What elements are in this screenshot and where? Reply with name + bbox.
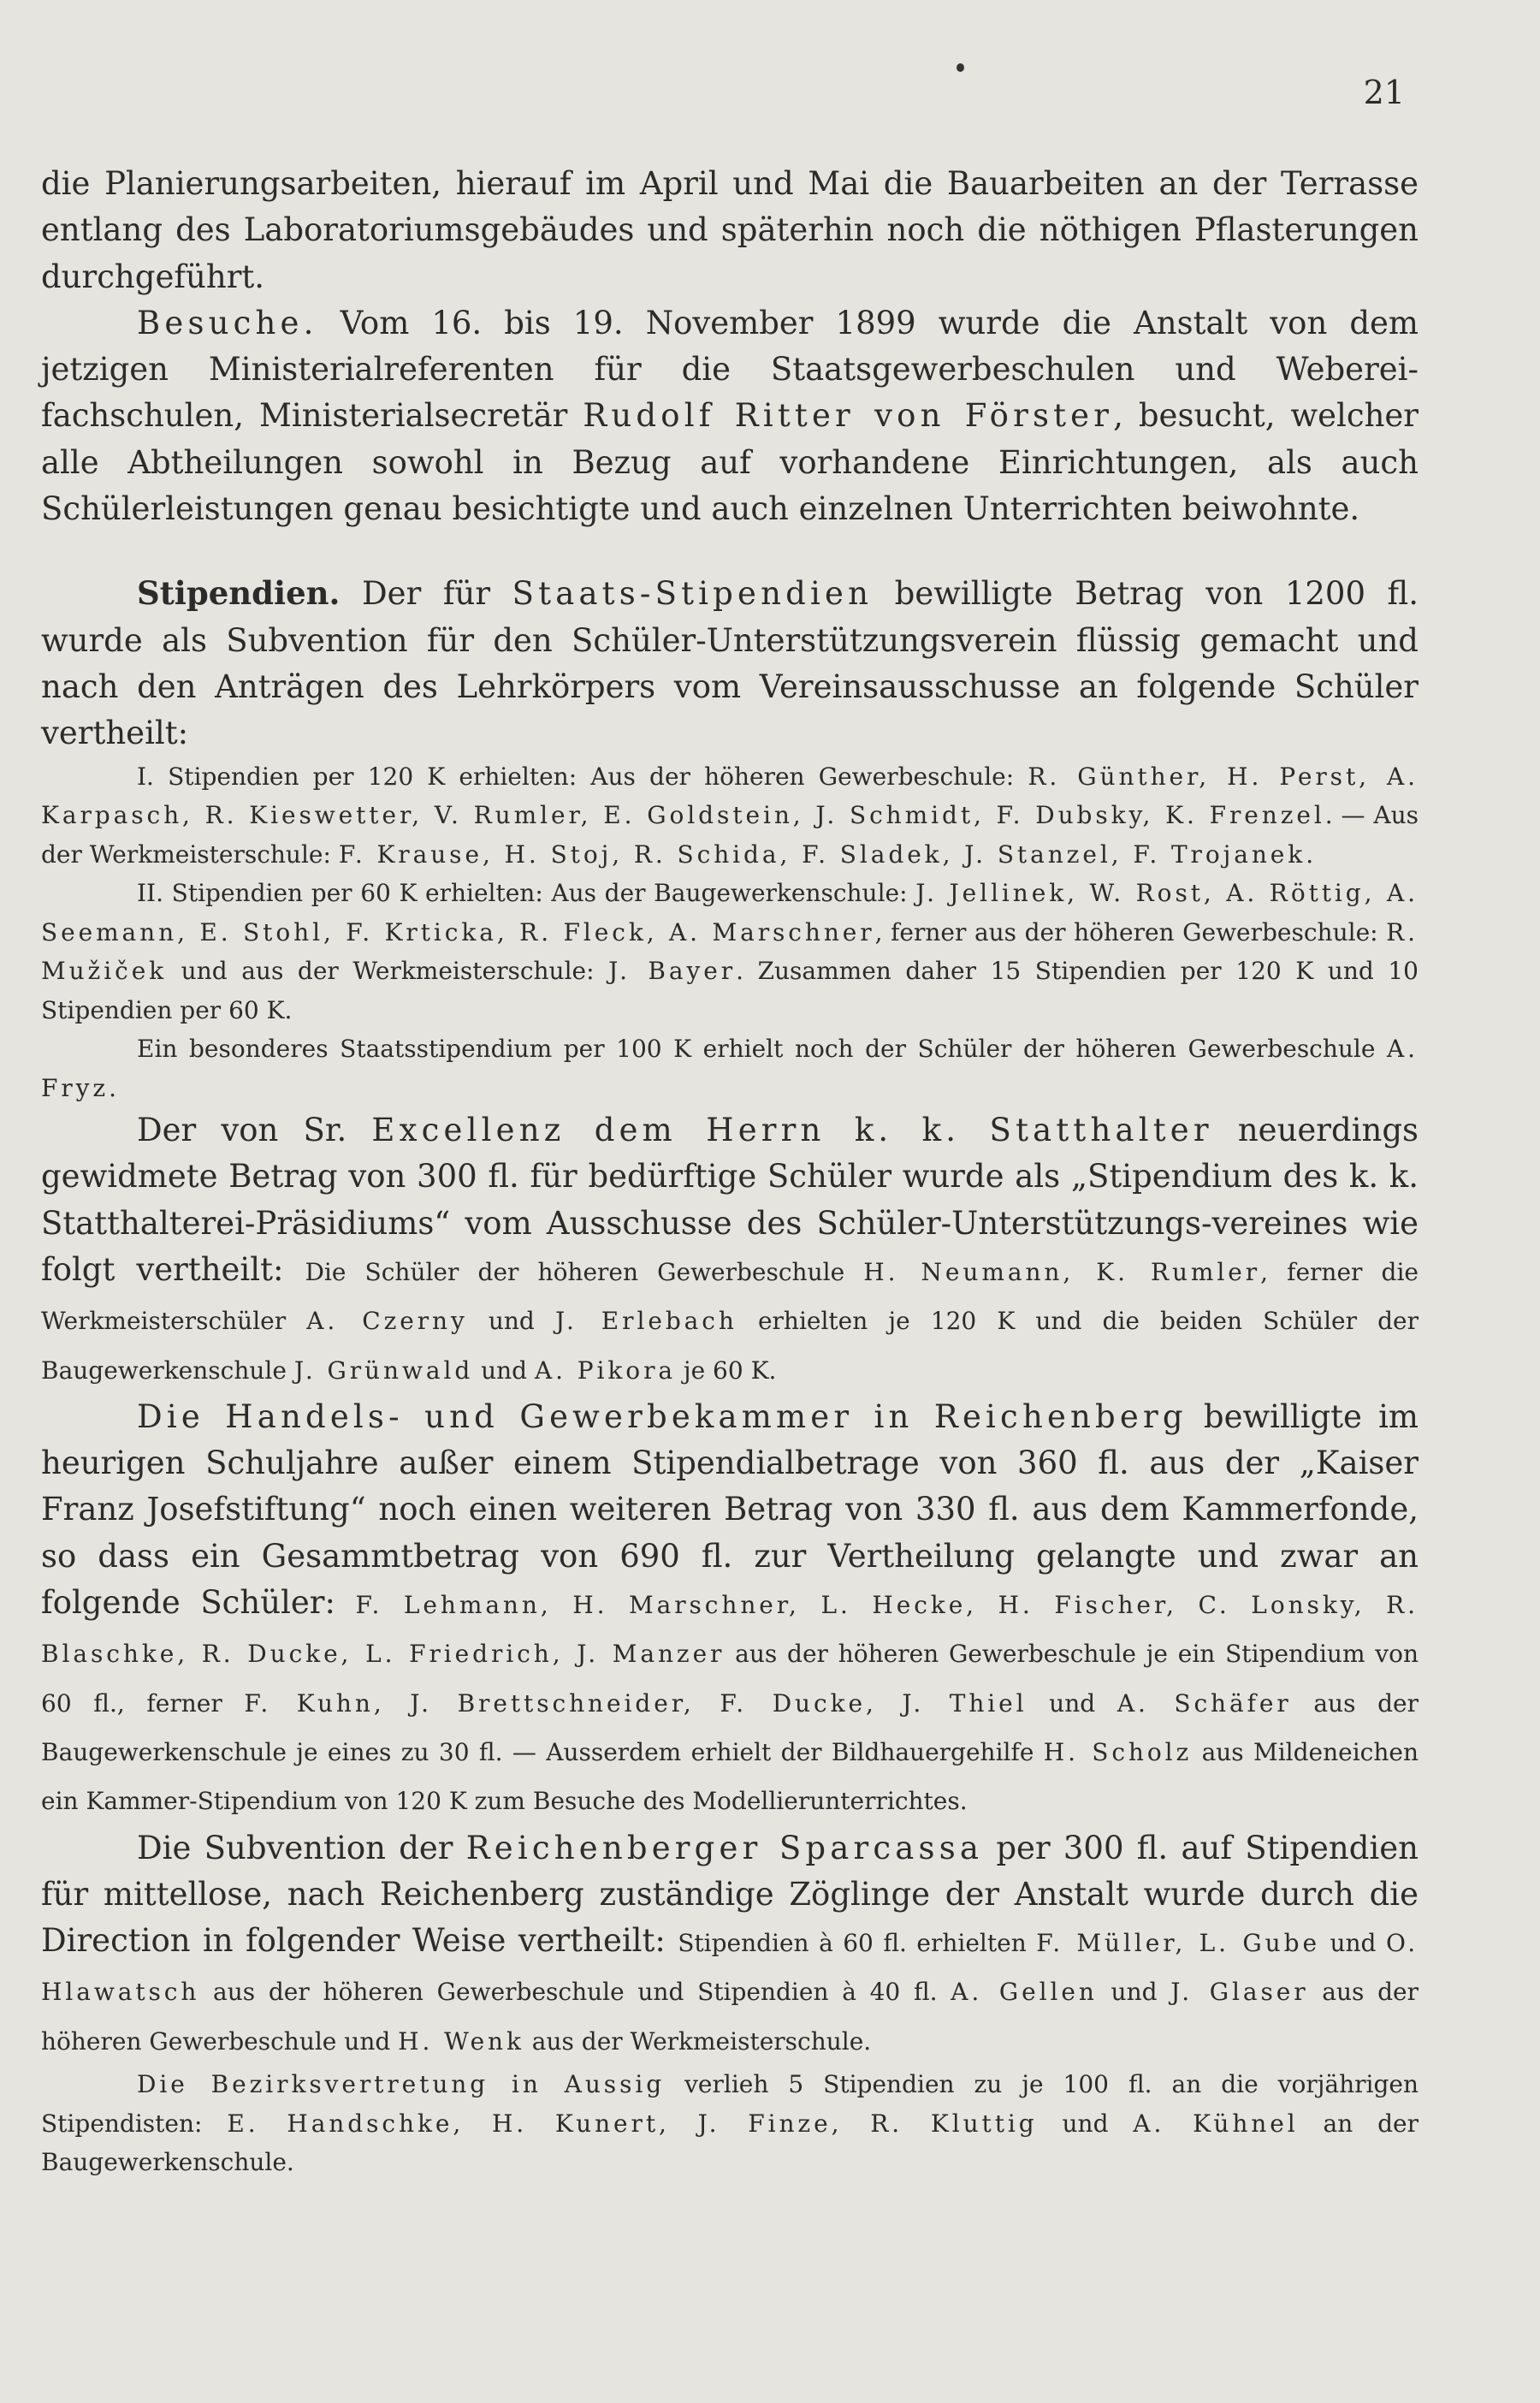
spaced-name: A. Gellen (951, 1978, 1098, 2007)
text-run: I. Stipendien per 120 K erhielten: Aus der höheren Gewerbeschule: (137, 762, 1028, 791)
spaced-name: Rudolf Ritter von Förster (583, 397, 1114, 435)
text-run: per 300 fl. auf Stipendien für mittellose, nach Reichenberg zuständige Zöglinge der Anstalt wurde durch die Direction in folgender Weise vertheilt: (41, 1829, 1419, 1960)
text-run: die Planierungsarbeiten, hierauf im April und Mai die Bauarbeiten an der Terrasse entlang des Laboratoriumsgebäudes und späterhin noch die nöthigen Pflasterungen durchgeführt. (41, 165, 1419, 295)
spaced-name: Die Bezirksvertretung in Aussig (137, 2070, 666, 2098)
text-run: und aus der Werkmeisterschule: (167, 957, 609, 986)
spaced-name: F. Müller, L. Gube (1036, 1929, 1320, 1958)
small-text-run: , ferner die Werkmeisterschüler (41, 1257, 1419, 1336)
print-speck (957, 63, 964, 72)
small-text-run: Die Schüler der höheren Gewerbeschule (305, 1257, 864, 1286)
text-run: neuerdings gewidmete Betrag von 300 fl. für bedürftige Schüler wurde als „Stipendium des k. k. Statthalterei-Präsidiums“ vom Ausschusse des Schüler-Unterstützungs-vereines wie folgt vertheilt: (41, 1112, 1419, 1288)
spaced-name: Besuche. (137, 304, 318, 341)
small-text-run: und (1319, 1929, 1386, 1958)
spaced-name: H. Wenk (398, 2026, 524, 2056)
text-run: . — Aus der Werkmeisterschule: (41, 801, 1419, 869)
spaced-name: F. Kuhn, J. Brettschneider, F. Ducke, J. Thiel (244, 1688, 1028, 1718)
text-run: Ein besonderes Staatsstipendium per 100 K erhielt noch der Schüler der höheren Gewerbeschule (137, 1035, 1388, 1064)
page-number: 21 (1363, 74, 1405, 111)
spaced-name: H. Scholz (1043, 1737, 1193, 1766)
spaced-name: H. Neumann, K. Rumler (863, 1257, 1261, 1286)
small-text-run: aus der höheren Gewerbeschule und (41, 1978, 1419, 2056)
spaced-name: J. Grünwald (293, 1356, 474, 1385)
small-text-run: und (467, 1307, 555, 1336)
spaced-name: J. Jellinek, W. Rost, A. Röttig, A. Seemann, E. Stohl, F. Krticka, R. Fleck, A. Marschner (41, 879, 1419, 946)
paragraph (41, 570, 1419, 756)
spaced-name: A. Schäfer (1116, 1688, 1292, 1718)
paragraph (41, 874, 1419, 1029)
paragraph (41, 1825, 1419, 2065)
text-run: bewilligte Betrag von 1200 fl. wurde als Subvention für den Schüler-Unterstützungsverein flüssig gemacht und nach den Anträgen des Lehrkörpers vom Vereinsausschusse an folgende Schüler vertheilt: (41, 575, 1419, 752)
spaced-name: J. Glaser (1170, 1978, 1309, 2007)
text-run: Vom 16. bis 19. November 1899 wurde die Anstalt von dem jetzigen Ministerialreferenten für die Staatsgewerbeschulen und Weberei-fachschulen, Ministerialsecretär (41, 304, 1419, 435)
text-run: Die Subvention der (137, 1829, 466, 1866)
text-run: , besucht, welcher alle Abtheilungen sowohl in Bezug auf vorhandene Einrichtungen, als auch Schülerleistungen genau besichtigte und auch einzelnen Unterrichten beiwohnte. (41, 397, 1419, 528)
text-run: bewilligte im heurigen Schuljahre außer einem Stipendialbetrage von 360 fl. aus der „Kaiser Franz Josefstiftung“ noch einen weiteren Betrag von 330 fl. aus dem Kammerfonde, so dass ein Gesammtbetrag von 690 fl. zur Vertheilung gelangte und zwar an folgende Schüler: (41, 1397, 1419, 1622)
spaced-name: F. Lehmann, H. Marschner, L. Hecke, H. Fischer, C. Lonsky, R. Blaschke, R. Ducke, L. Friedrich, J. Manzer (41, 1591, 1419, 1669)
spaced-name: J. Bayer (608, 957, 737, 986)
paragraph (41, 2065, 1419, 2182)
small-text-run: und (1027, 1688, 1117, 1718)
spaced-name: Reichenberger Sparcassa (465, 1829, 984, 1866)
paragraph (41, 1107, 1419, 1394)
spaced-name: A. Pikora (534, 1356, 676, 1385)
spaced-name: J. Erlebach (554, 1307, 737, 1336)
text-run: Der von Sr. (137, 1112, 372, 1149)
text-run: II. Stipendien per 60 K erhielten: Aus der Baugewerkenschule: (137, 879, 916, 908)
spaced-name: R. Günther, H. Perst, A. Karpasch, R. Kieswetter, V. Rumler, E. Goldstein, J. Schmidt, F. Dubsky, K. Frenzel (41, 762, 1419, 830)
text-run: . (1306, 840, 1314, 869)
spaced-name: E. Handschke, H. Kunert, J. Finze, R. Kluttig (227, 2109, 1038, 2138)
text-run: . Zusammen daher 15 Stipendien per 120 K und 10 Stipendien per 60 K. (41, 957, 1419, 1024)
small-text-run: je 60 K. (675, 1356, 777, 1385)
text-run: verlieh 5 Stipendien zu je 100 fl. an die vorjährigen Stipendisten: (41, 2070, 1419, 2138)
small-text-run: aus der Baugewerkenschule je eines zu 30 fl. — Ausserdem erhielt der Bildhauergehilfe (41, 1688, 1419, 1766)
small-text-run: und (473, 1356, 535, 1385)
spaced-name: Die Handels- und Gewerbekammer in Reichenberg (137, 1397, 1188, 1435)
small-text-run: und (1097, 1978, 1171, 2007)
text-run: und (1037, 2109, 1134, 2138)
text-run: an der Baugewerkenschule. (41, 2109, 1419, 2176)
text-run: , ferner aus der höheren Gewerbeschule: (874, 917, 1387, 946)
body-text (41, 161, 1419, 2182)
paragraph (41, 1394, 1419, 1825)
spaced-name: O. Hlawatsch (41, 1929, 1419, 2007)
spaced-name: A. Czerny (306, 1307, 468, 1336)
section-heading: Stipendien. (137, 574, 341, 613)
small-text-run: Stipendien à 60 fl. erhielten (678, 1929, 1037, 1958)
paragraph (41, 757, 1419, 875)
paragraph (41, 300, 1419, 532)
small-text-run: aus Mildeneichen ein Kammer-Stipendium von 120 K zum Besuche des Modellierunterrichtes. (41, 1737, 1419, 1816)
spaced-name: Staats-Stipendien (512, 575, 874, 613)
small-text-run: aus der höheren Gewerbeschule je ein Stipendium von 60 fl., ferner (41, 1640, 1419, 1718)
spaced-name: F. Krause, H. Stoj, R. Schida, F. Sladek, J. Stanzel, F. Trojanek (338, 840, 1306, 869)
text-run: . (109, 1073, 116, 1102)
spaced-name: A. Kühnel (1133, 2109, 1299, 2138)
paragraph (41, 161, 1419, 300)
paragraph (41, 1029, 1419, 1107)
small-text-run: erhielten je 120 K und die beiden Schüler der Baugewerkenschule (41, 1307, 1419, 1385)
small-text-run: aus der Werkmeisterschule. (524, 2026, 872, 2056)
spaced-name: Excellenz dem Herrn k. k. Statthalter (371, 1112, 1213, 1149)
text-run: Der für (340, 575, 512, 613)
spaced-name: R. Mužiček (41, 917, 1419, 986)
small-text-run: aus der höheren Gewerbeschule und Stipendien à 40 fl. (199, 1978, 951, 2007)
spaced-name: A. Fryz (41, 1035, 1419, 1102)
